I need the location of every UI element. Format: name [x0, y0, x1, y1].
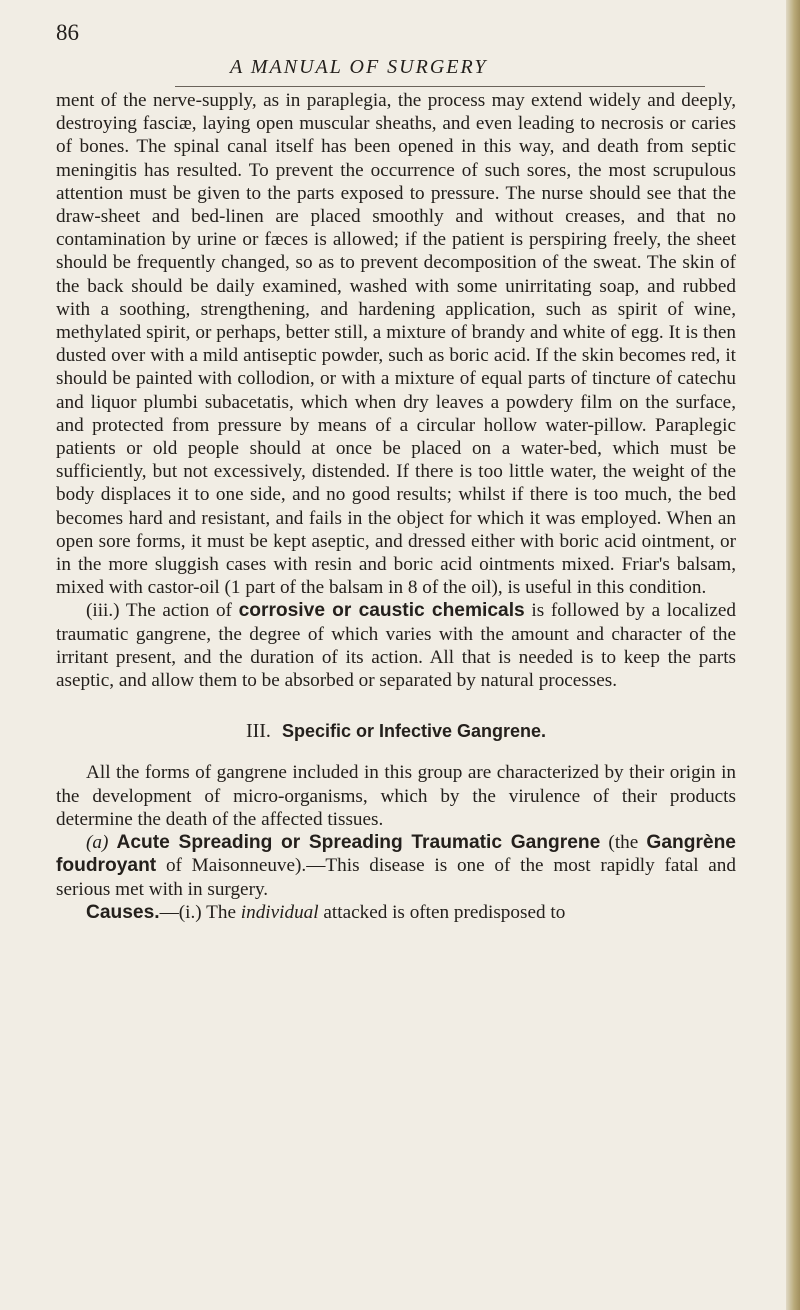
para5-italic: individual — [240, 901, 319, 923]
page-header — [0, 20, 800, 78]
paragraph-acute-spreading — [56, 831, 736, 901]
para2-lead: (iii.) The action of — [86, 600, 239, 622]
page-number: 86 — [56, 20, 79, 45]
section-heading — [56, 720, 736, 743]
para2-bold: corrosive or caustic chemicals — [238, 600, 525, 622]
paragraph-chemicals — [56, 599, 736, 692]
para4-mid: (the — [600, 832, 647, 854]
para4-bold: Acute Spreading or Spreading Traumatic Gangrene — [116, 832, 601, 854]
body-text — [56, 89, 736, 924]
para4-bold2: Gangrène foudroyant — [56, 832, 736, 877]
page-edge — [786, 0, 800, 1310]
section-title: Specific or Infective Gangrene. — [281, 721, 547, 742]
para2-rest: is followed by a localized traumatic gangrene, the degree of which varies with the amount and character of the irritant present, and the duration of its action. All that is needed is to keep the parts aseptic, and allow them to be absorbed or separated by natural processes. — [56, 600, 736, 692]
para4-label: (a) — [86, 832, 109, 854]
section-number: III. — [245, 720, 271, 743]
paragraph-causes — [56, 901, 736, 924]
para4-rest: of Maisonneuve).—This disease is one of the most rapidly fatal and serious met with in surgery. — [56, 855, 736, 900]
paragraph-pressure-sores: ment of the nerve-supply, as in paraplegia, the process may extend widely and deeply, destroying fasciæ, laying open muscular sheaths, and even leading to necrosis or caries of bones. The spinal canal itself has been opened in this way, and death from septic meningitis has resulted. To prevent the occurrence of such sores, the most scrupulous attention must be given to the parts exposed to pressure. The nurse should see that the draw-sheet and bed-linen are placed smoothly and without creases, and that no contamination by urine or fæces is allowed; if the patient is perspiring freely, the sheet should be frequently changed, so as to prevent decomposition of the sweat. The skin of the back should be daily examined, washed with some unirritating soap, and rubbed with a soothing, strengthening, and hardening application, such as spirit of wine, methylated spirit, or perhaps, better still, a mixture of brandy and white of egg. It is then dusted over with a mild antiseptic powder, such as boric acid. If the skin becomes red, it should be painted with collodion, or with a mixture of equal parts of tincture of catechu and liquor plumbi subacetatis, which when dry leaves a powdery film on the surface, and protected from pressure by means of a circular hollow water-pillow. Paraplegic patients or old people should at once be placed on a water-bed, which must be sufficiently, but not excessively, distended. If there is too little water, the weight of the body displaces it to one side, and no good results; whilst if there is too much, the bed becomes hard and resistant, and fails in the object for which it was employed. When an open sore forms, it must be kept aseptic, and dressed either with boric acid ointment, or in the more sluggish cases with resin and boric acid ointments mixed. Friar's balsam, mixed with castor-oil (1 part of the balsam in 8 of the oil), is useful in this condition. — [56, 90, 736, 599]
running-title: A MANUAL OF SURGERY — [230, 56, 488, 78]
paragraph-infective-intro: All the forms of gangrene included in this group are characterized by their origin in the development of micro-organisms, which by the virulence of their products determine the death of the affected tissues. — [56, 762, 736, 830]
para5-rest: attacked is often predisposed to — [318, 901, 566, 923]
header-rule — [175, 86, 705, 87]
para5-bold: Causes. — [86, 901, 160, 923]
para5-dash: —(i.) The — [159, 901, 241, 923]
